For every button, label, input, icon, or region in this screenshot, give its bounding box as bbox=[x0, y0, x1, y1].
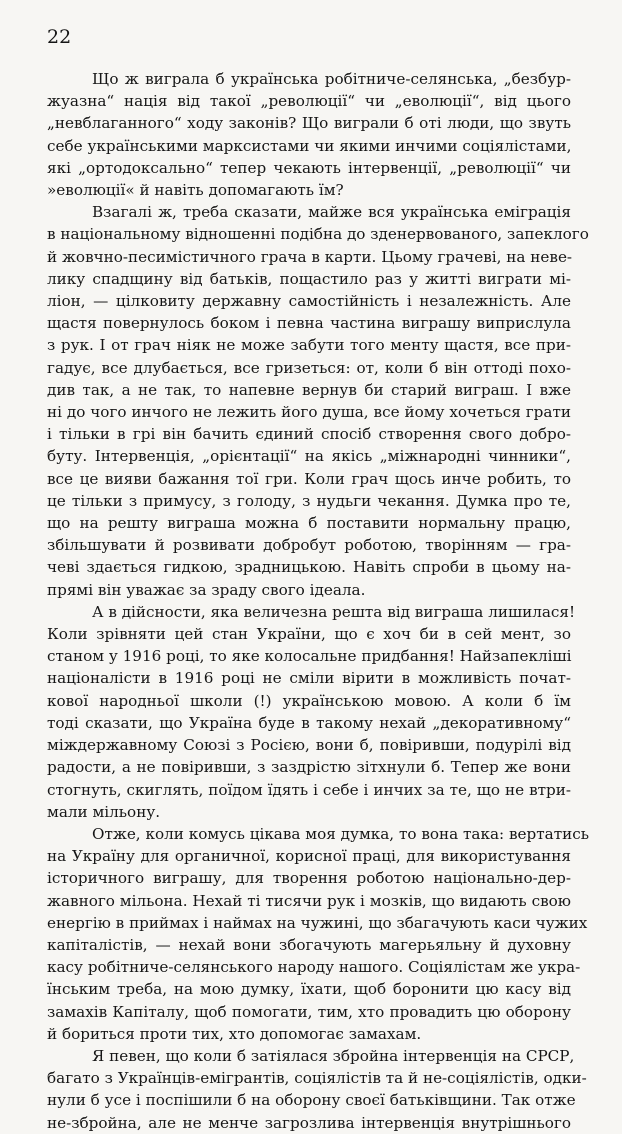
text-line: тоді сказати, що Україна буде в такому нехай „декоративному“ bbox=[47, 713, 571, 732]
page-number: 22 bbox=[47, 26, 72, 48]
text-line: в національному відношенні подібна до зденервованого, запеклого bbox=[47, 225, 589, 244]
text-line: і тільки в грі він бачить єдиний спосіб створення свого добро- bbox=[47, 425, 571, 444]
text-line: Що ж виграла б українська робітниче-селянська, „безбур- bbox=[92, 70, 571, 88]
text-line: їнським треба, на мою думку, їхати, щоб боронити цю касу від bbox=[47, 980, 571, 999]
text-line: на Україну для органичної, корисної праці, для використування bbox=[47, 847, 571, 866]
text-line: Взагалі ж, треба сказати, майже вся українська еміграція bbox=[92, 203, 571, 222]
paragraph bbox=[47, 1045, 587, 1134]
text-line: лику спадщину від батьків, пощастило раз у житті виграти мі- bbox=[47, 269, 571, 288]
text-line: жавного мільона. Нехай ті тисячи рук і мозків, що видають свою bbox=[47, 891, 571, 910]
text-line: чеві здається гидкою, зрадницькою. Навіть спроби в цьому на- bbox=[47, 558, 571, 577]
paragraph bbox=[47, 823, 589, 1045]
text-line: які „ортодоксально“ тепер чекають інтервенції, „революції“ чи bbox=[47, 158, 571, 177]
text-line: це тільки з примусу, з голоду, з нудьги чекання. Думка про те, bbox=[47, 491, 571, 510]
text-line: жуазна“ нація від такої „революції“ чи „еволюції“, від цього bbox=[47, 92, 571, 111]
text-line: енергію в приймах і наймах на чужині, що збагачують каси чужих bbox=[47, 913, 588, 932]
text-line: „невблаганного“ ходу законів? Що виграли б оті люди, що звуть bbox=[47, 114, 571, 133]
text-line: див так, а не так, то напевне вернув би старий виграш. І вже bbox=[47, 380, 571, 399]
text-line: А в дійсности, яка величезна решта від виграша лишилася! bbox=[92, 602, 576, 621]
text-line: що на решту виграша можна б поставити нормальну працю, bbox=[47, 514, 571, 533]
text-line: збільшувати й розвивати добробут роботою, творінням — гра- bbox=[47, 536, 571, 555]
page-text-body bbox=[47, 68, 589, 1134]
text-line: мали мільону. bbox=[47, 802, 161, 821]
paragraph bbox=[47, 601, 576, 823]
text-line: себе українськими марксистами чи якими инчими соціялістами, bbox=[47, 136, 572, 155]
text-line: Я певен, що коли б затіялася збройна інтервенція на СРСР, bbox=[92, 1046, 575, 1065]
text-line: й бориться проти тих, хто допомогає замахам. bbox=[47, 1024, 422, 1043]
text-line: ліон, — цілковиту державну самостійність і незалежність. Але bbox=[47, 292, 571, 311]
text-line: багато з Українців-емігрантів, соціялістів та й не-соціялістів, одки- bbox=[47, 1069, 587, 1088]
text-line: все це вияви бажання тої гри. Коли грач щось инче робить, то bbox=[47, 469, 571, 488]
text-line: міждержавному Союзі з Росією, вони б, повіривши, подурілі від bbox=[47, 736, 571, 755]
text-line: нули б усе і поспішили б на оборону своєї батьківщини. Так отже bbox=[47, 1091, 576, 1110]
text-line: касу робітниче-селянського народу нашого. Соціялістам же укра- bbox=[47, 958, 581, 977]
text-line: з рук. І от грач ніяк не може забути того менту щастя, все при- bbox=[47, 336, 571, 355]
text-line: радости, а не повіривши, з заздрістю зітхнули б. Тепер же вони bbox=[47, 758, 571, 777]
text-line: замахів Капіталу, щоб помогати, тим, хто провадить цю оборону bbox=[47, 1002, 571, 1021]
text-line: станом у 1916 році, то яке колосальне придбання! Найзапекліші bbox=[47, 647, 572, 666]
text-line: й жовчно-песимістичного грача в карти. Цьому грачеві, на невe- bbox=[47, 247, 573, 266]
paragraph bbox=[47, 201, 589, 601]
paragraph bbox=[47, 68, 571, 201]
text-line: »еволюції« й навіть допомагають їм? bbox=[47, 181, 344, 200]
text-line: націоналісти в 1916 році не сміли вірити в можливість почат- bbox=[47, 669, 571, 688]
text-line: не-збройна, але не менче загрозлива інтервенція внутрішнього bbox=[47, 1113, 571, 1132]
text-line: ні до чого инчого не лежить його душа, все йому хочеться грати bbox=[47, 403, 571, 422]
text-line: буту. Інтервенція, „орієнтації“ на якісь „міжнародні чинники“, bbox=[47, 447, 571, 466]
text-line: прямі він уважає за зраду свого ідеала. bbox=[47, 580, 366, 599]
text-line: гадує, все длубається, все гризеться: от, коли б він оттоді похо- bbox=[47, 358, 571, 377]
text-line: Коли зрівняти цей стан України, що є хоч би в сей мент, зо bbox=[47, 625, 571, 644]
text-line: капіталістів, — нехай вони збогачують магерьяльну й духовну bbox=[47, 935, 571, 954]
text-line: стогнуть, скиглять, поїдом їдять і себе і инчих за те, що не втри- bbox=[47, 780, 571, 799]
text-line: історичного виграшу, для творення роботою національно-дер- bbox=[47, 869, 571, 888]
text-line: Отже, коли комусь цікава моя думка, то вона така: вертатись bbox=[92, 824, 589, 843]
text-line: кової народньої школи (!) українською мовою. А коли б їм bbox=[47, 691, 571, 710]
text-line: щастя повернулось боком і певна частина виграшу виприслула bbox=[47, 314, 571, 333]
